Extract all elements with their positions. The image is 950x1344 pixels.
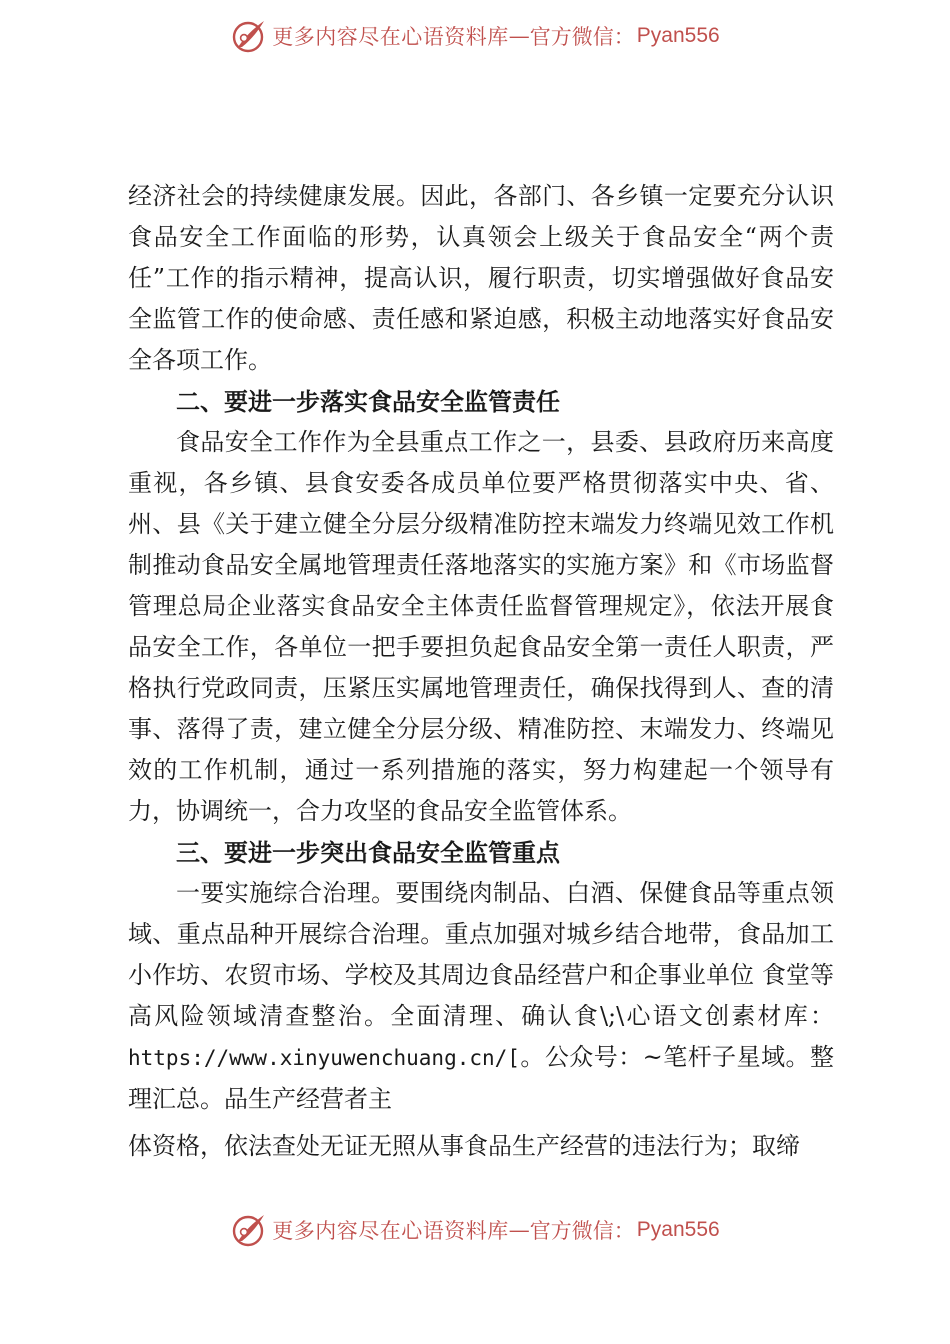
section-heading-2: 二、要进一步落实食品安全监管责任 xyxy=(176,387,560,416)
banner-text: 更多内容尽在心语资料库 xyxy=(272,25,509,49)
paragraph-text: 。公众号：~笔杆子星域。整理汇总。品生产经营者主 xyxy=(128,1043,834,1113)
banner-wechat-id: Pyan556 xyxy=(636,24,720,47)
paragraph: 体资格，依法查处无证无照从事食品生产经营的违法行为；取缔 xyxy=(128,1132,800,1160)
banner-separator: — xyxy=(508,1218,530,1242)
source-url: https://www.xinyuwenchuang.cn/[ xyxy=(128,1046,520,1070)
section-heading-3: 三、要进一步突出食品安全监管重点 xyxy=(176,838,560,867)
quill-logo-icon xyxy=(230,1211,268,1249)
banner-wechat-label: 官方微信： xyxy=(529,1219,635,1243)
paragraph-text: 一要实施综合治理。要围绕肉制品、白酒、保健食品等重点领域、重点品种开展综合治理。重点加强对城乡结合地带，食品加工小作坊、农贸市场、学校及其周边食品经营户和企事业单位 食堂等高风险领域清查整治。全面清理、确认食\;\心语文创素材库： xyxy=(128,879,834,1030)
banner-separator: — xyxy=(508,24,530,48)
banner-text: 更多内容尽在心语资料库 xyxy=(272,1219,509,1243)
paragraph-with-link xyxy=(128,873,834,1120)
document-body xyxy=(128,176,834,1167)
paragraph: 经济社会的持续健康发展。因此，各部门、各乡镇一定要充分认识食品安全工作面临的形势，认真领会上级关于食品安全“两个责任”工作的指示精神，提高认识，履行职责，切实增强做好食品安全监管工作的使命感、责任感和紧迫感，积极主动地落实好食品安全各项工作。 xyxy=(128,182,834,374)
banner-wechat-label: 官方微信： xyxy=(529,25,635,49)
header-watermark-banner xyxy=(0,14,950,58)
footer-watermark-banner xyxy=(0,1208,950,1252)
banner-wechat-id: Pyan556 xyxy=(636,1218,720,1241)
quill-logo-icon xyxy=(230,17,268,55)
paragraph: 食品安全工作作为全县重点工作之一，县委、县政府历来高度重视，各乡镇、县食安委各成员单位要严格贯彻落实中央、省、州、县《关于建立健全分层分级精准防控末端发力终端见效工作机制推动食品安全属地管理责任落地落实的实施方案》和《市场监督管理总局企业落实食品安全主体责任监督管理规定》，依法开展食品安全工作，各单位一把手要担负起食品安全第一责任人职责，严格执行党政同责，压紧压实属地管理责任，确保找得到人、查的清事、落得了责，建立健全分层分级、精准防控、末端发力、终端见效的工作机制，通过一系列措施的落实，努力构建起一个领导有力，协调统一，合力攻坚的食品安全监管体系。 xyxy=(128,428,834,825)
